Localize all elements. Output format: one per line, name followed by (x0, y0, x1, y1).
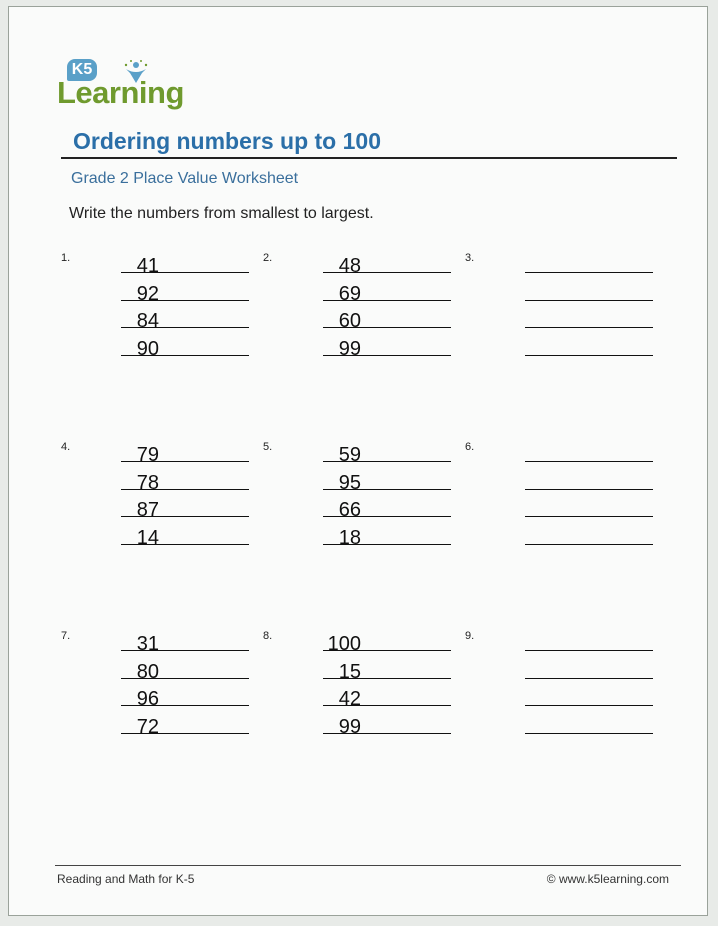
worksheet-title: Ordering numbers up to 100 (73, 128, 381, 154)
title-divider (61, 157, 677, 159)
number-value: 99 (338, 337, 361, 360)
number-value: 79 (136, 444, 159, 466)
number-value: 15 (338, 660, 361, 683)
number-value: 78 (136, 471, 159, 494)
number-value: 59 (338, 444, 361, 466)
problem-number: 4. (61, 441, 71, 453)
number-value: 60 (338, 310, 361, 333)
number-value: 80 (136, 660, 159, 683)
number-value: 69 (338, 282, 361, 305)
number-value: 31 (136, 633, 159, 655)
problem-number: 8. (263, 630, 273, 642)
number-value: 84 (136, 310, 159, 333)
number-value: 66 (338, 499, 361, 522)
number-value: 99 (338, 715, 361, 738)
number-value: 72 (136, 715, 159, 738)
footer-divider (55, 865, 681, 866)
answer-blank[interactable] (525, 733, 653, 734)
instructions: Write the numbers from smallest to largest. (69, 205, 374, 222)
worksheet-page (8, 6, 708, 916)
problem-number: 1. (61, 252, 71, 264)
answer-blank[interactable] (525, 327, 653, 328)
number-value: 87 (136, 499, 159, 522)
answer-blank[interactable] (525, 678, 653, 679)
answer-blank[interactable] (525, 489, 653, 490)
worksheet-subtitle: Grade 2 Place Value Worksheet (71, 170, 299, 187)
problem-number: 7. (61, 630, 71, 642)
number-value: 90 (136, 337, 159, 360)
answer-blank[interactable] (525, 516, 653, 517)
logo-word: Learning (57, 75, 184, 110)
answer-blank[interactable] (525, 705, 653, 706)
answer-blank[interactable] (525, 650, 653, 651)
number-value: 42 (338, 688, 361, 711)
k5-learning-logo (57, 57, 191, 111)
number-value: 41 (136, 255, 159, 277)
footer-copyright: © www.k5learning.com (546, 872, 669, 886)
problem-number: 2. (263, 252, 273, 264)
problem-number: 3. (465, 252, 475, 264)
answer-blank[interactable] (525, 544, 653, 545)
number-value: 48 (338, 255, 361, 277)
answer-blank[interactable] (525, 300, 653, 301)
number-value: 100 (327, 633, 361, 655)
number-value: 92 (136, 282, 159, 305)
logo-badge: K5 (67, 59, 97, 81)
answer-blank[interactable] (525, 461, 653, 462)
number-value: 18 (338, 526, 361, 549)
number-value: 95 (338, 471, 361, 494)
answer-blank[interactable] (525, 272, 653, 273)
answer-blank[interactable] (525, 355, 653, 356)
problem-number: 5. (263, 441, 273, 453)
footer-tagline: Reading and Math for K-5 (57, 872, 195, 886)
problem-number: 9. (465, 630, 475, 642)
problem-number: 6. (465, 441, 475, 453)
number-value: 96 (136, 688, 159, 711)
number-value: 14 (136, 526, 159, 549)
